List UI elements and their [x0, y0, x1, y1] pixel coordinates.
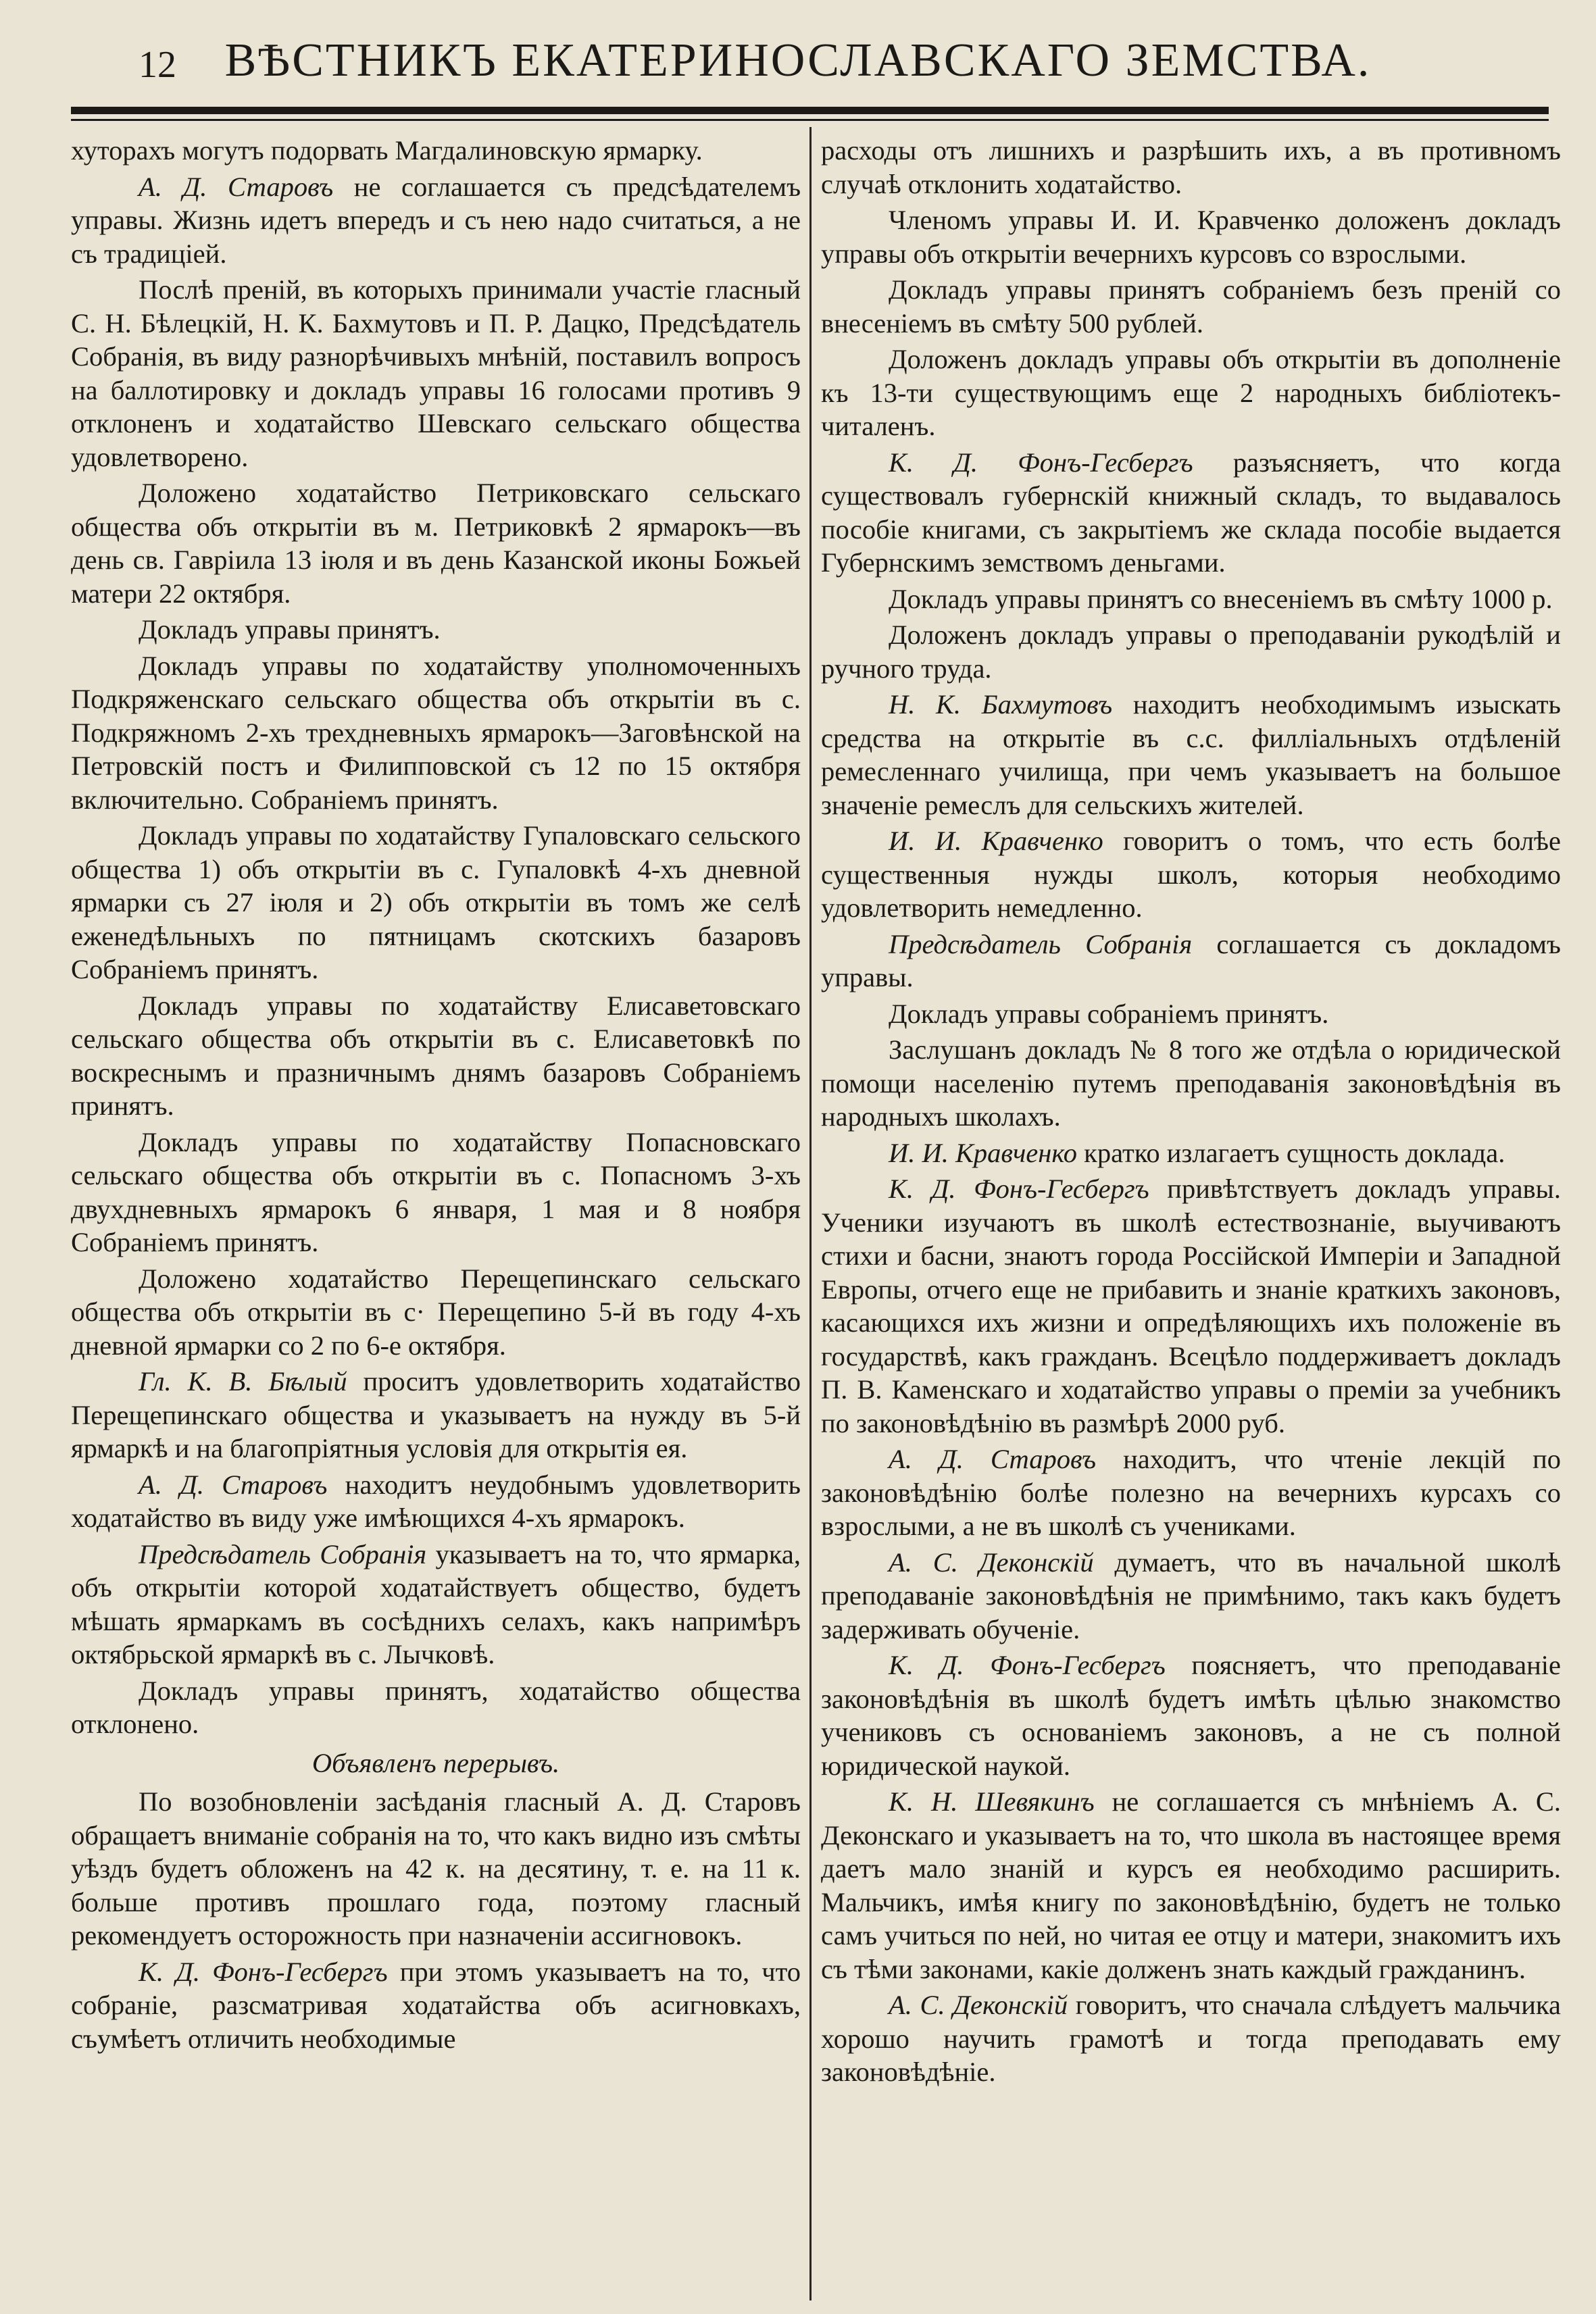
paragraph	[71, 613, 801, 647]
paragraph	[71, 819, 801, 986]
speaker-name: К. Д. Фонъ-Гесбергъ	[889, 1174, 1149, 1204]
paragraph	[71, 273, 801, 474]
paragraph	[821, 1172, 1561, 1440]
paragraph	[71, 1468, 801, 1535]
paragraph	[821, 343, 1561, 443]
paragraph-text: Доложено ходатайство Перещепинскаго сельскаго общества объ открытіи въ с· Перещепино 5-й въ году 4-хъ дневной ярмарки со 2 по 6-е октября.	[71, 1263, 801, 1361]
paragraph-text: Докладъ управы принятъ со внесеніемъ въ смѣту 1000 р.	[889, 583, 1553, 614]
header-rule-thin	[71, 119, 1549, 121]
speaker-name: И. И. Кравченко	[889, 826, 1103, 856]
paragraph-text: Докладъ управы принятъ собраніемъ безъ преній со внесеніемъ въ смѣту 500 рублей.	[821, 274, 1561, 338]
speaker-name: Предсѣдатель Собранія	[139, 1538, 427, 1569]
paragraph-text: Докладъ управы по ходатайству Елисаветовскаго сельскаго общества объ открытіи въ с. Елисаветовкѣ по воскреснымъ и празничнымъ днямъ базаровъ Собраніемъ принятъ.	[71, 990, 801, 1121]
speaker-name: А. Д. Старовъ	[889, 1444, 1097, 1474]
paragraph	[71, 1538, 801, 1671]
paragraph-text: хуторахъ могутъ подорвать Магдалиновскую ярмарку.	[71, 135, 703, 166]
paragraph	[821, 1988, 1561, 2089]
paragraph-text: Докладъ управы по ходатайству Гупаловскаго сельского общества 1) объ открытіи въ с. Гупаловкѣ 4-хъ дневной ярмарки съ 27 іюля и 2) объ открытіи въ томъ же селѣ еженедѣльныхъ по пятницамъ скотскихъ базаровъ Собраніемъ принятъ.	[71, 820, 801, 984]
paragraph	[71, 1955, 801, 2056]
paragraph	[71, 1126, 801, 1259]
paragraph-text: не соглашается съ предсѣдателемъ управы. Жизнь идетъ впередъ и съ нею надо считаться, а не съ традиціей.	[71, 171, 801, 269]
paragraph-text: поясняетъ, что преподаваніе законовѣдѣнія въ школѣ будетъ имѣть цѣлью знакомство учениковъ съ основаніемъ законовъ, а не съ полной юридической наукой.	[821, 1650, 1561, 1781]
paragraph-text: привѣтствуетъ докладъ управы. Ученики изучаютъ въ школѣ естествознаніе, выучиваютъ стихи и басни, знаютъ города Россійской Имперіи и Западной Европы, отчего еще не прибавить и знаніе краткихъ законовъ, касающихся ихъ жизни и опредѣляющихъ ихъ положеніе въ государствѣ, какъ гражданъ. Всецѣло поддерживаетъ докладъ П. В. Каменскаго и ходатайство управы о преміи за учебникъ по законовѣдѣнію въ размѣрѣ 2000 руб.	[821, 1174, 1561, 1438]
paragraph-text: соглашается съ докладомъ управы.	[821, 928, 1561, 992]
paragraph-text: Докладъ управы по ходатайству Попасновскаго сельскаго общества объ открытіи въ с. Попасномъ 3-хъ двухдневныхъ ярмарокъ 6 января, 1 мая и 8 ноября Собраніемъ принятъ.	[71, 1126, 801, 1257]
paragraph-text: говоритъ, что сначала слѣдуетъ мальчика хорошо научить грамотѣ и тогда преподавать ему законовѣдѣніе.	[821, 1990, 1561, 2087]
paragraph	[821, 1136, 1561, 1170]
speaker-name: А. Д. Старовъ	[139, 171, 334, 202]
paragraph-text: Доложенъ докладъ управы объ открытіи въ дополненіе къ 13-ти существующимъ еще 2 народныхъ библіотекъ-читаленъ.	[821, 344, 1561, 441]
paragraph	[821, 1785, 1561, 1986]
paragraph	[821, 1033, 1561, 1134]
paragraph	[821, 1546, 1561, 1646]
paragraph	[71, 476, 801, 610]
paragraph	[71, 1262, 801, 1363]
paragraph	[821, 824, 1561, 925]
paragraph-text: кратко излагаетъ сущность доклада.	[1077, 1137, 1505, 1168]
paragraph	[821, 928, 1561, 995]
paragraph-text: говоритъ о томъ, что есть болѣе существенныя нужды школъ, которыя необходимо удовлетворить немедленно.	[821, 826, 1561, 923]
paragraph	[71, 1365, 801, 1465]
paragraph	[821, 273, 1561, 340]
paragraph	[821, 582, 1561, 616]
journal-title: ВѢСТНИКЪ ЕКАТЕРИНОСЛАВСКАГО ЗЕМСТВА.	[224, 34, 1372, 86]
right-column	[821, 134, 1561, 2300]
paragraph	[71, 989, 801, 1123]
left-column	[71, 134, 801, 2300]
paragraph-text: разъясняетъ, что когда существовалъ губернскій книжный складъ, то выдавалось пособіе книгами, съ закрытіемъ же склада пособіе выдается Губернскимъ земствомъ деньгами.	[821, 447, 1561, 578]
speaker-name: Гл. К. В. Бѣлый	[139, 1366, 347, 1397]
paragraph	[821, 688, 1561, 822]
paragraph-text: расходы отъ лишнихъ и разрѣшить ихъ, а въ противномъ случаѣ отклонить ходатайство.	[821, 135, 1561, 199]
paragraph-text: Объявленъ перерывъ.	[311, 1747, 560, 1778]
speaker-name: К. Д. Фонъ-Гесбергъ	[889, 447, 1193, 478]
page-header	[74, 34, 1522, 95]
speaker-name: А. С. Деконскій	[889, 1990, 1068, 2020]
paragraph-text: Заслушанъ докладъ № 8 того же отдѣла о юридической помощи населенію путемъ преподаванія законовѣдѣнія въ народныхъ школахъ.	[821, 1034, 1561, 1132]
paragraph-text: Членомъ управы И. И. Кравченко доложенъ докладъ управы объ открытіи вечернихъ курсовъ со взрослыми.	[821, 205, 1561, 269]
paragraph-text: думаетъ, что въ начальной школѣ преподаваніе законовѣдѣнія не примѣнимо, такъ какъ будетъ задерживать обученіе.	[821, 1546, 1561, 1644]
paragraph	[821, 1649, 1561, 1782]
paragraph	[821, 134, 1561, 201]
paragraph-text: Доложено ходатайство Петриковскаго сельскаго общества объ открытіи въ м. Петриковкѣ 2 ярмарокъ—въ день св. Гавріила 13 іюля и въ день Казанской иконы Божьей матери 22 октября.	[71, 478, 801, 609]
paragraph-text: находитъ неудобнымъ удовлетворить ходатайство въ виду уже имѣющихся 4-хъ ярмарокъ.	[71, 1469, 801, 1533]
header-rule-thick	[71, 107, 1549, 114]
paragraph-text: проситъ удовлетворить ходатайство Перещепинскаго общества и указываетъ на нужду въ 5-й ярмаркѣ и на благопріятныя условія для открытія ея.	[71, 1366, 801, 1463]
column-divider	[809, 127, 812, 2300]
paragraph-text: Доложенъ докладъ управы о преподаваніи рукодѣлій и ручного труда.	[821, 620, 1561, 684]
paragraph	[821, 446, 1561, 580]
paragraph-text: По возобновленіи засѣданія гласный А. Д. Старовъ обращаетъ вниманіе собранія на то, что какъ видно изъ смѣты уѣздъ будетъ обложенъ на 42 к. на десятину, т. е. на 11 к. больше противъ прошлаго года, поэтому гласный рекомендуетъ осторожность при назначеніи ассигновокъ.	[71, 1786, 801, 1951]
paragraph	[71, 1785, 801, 1953]
speaker-name: К. Д. Фонъ-Гесбергъ	[139, 1956, 388, 1987]
paragraph-text: Послѣ преній, въ которыхъ принимали участіе гласный С. Н. Бѣлецкій, Н. К. Бахмутовъ и П. Р. Дацко, Предсѣдатель Собранія, въ виду разнорѣчивыхъ мнѣній, поставилъ вопросъ на баллотировку и докладъ управы 16 голосами противъ 9 отклоненъ и ходатайство Шевскаго сельскаго общества удовлетворено.	[71, 274, 801, 472]
speaker-name: Н. К. Бахмутовъ	[889, 689, 1113, 720]
paragraph	[71, 649, 801, 817]
section-note	[71, 1746, 801, 1780]
paragraph	[821, 997, 1561, 1031]
paragraph-text: находитъ, что чтеніе лекцій по законовѣдѣнію болѣе полезно на вечернихъ курсахъ со взрослыми, а не въ школѣ съ учениками.	[821, 1444, 1561, 1541]
speaker-name: К. Д. Фонъ-Гесбергъ	[889, 1650, 1166, 1680]
paragraph-text: не соглашается съ мнѣніемъ А. С. Деконскаго и указываетъ на то, что школа въ настоящее время даетъ мало знаній и курсъ ея необходимо расширить. Мальчикъ, имѣя книгу по законовѣдѣнію, будетъ не только самъ учиться по ней, но читая ее отцу и матери, знакомитъ ихъ съ тѣми законами, какіе долженъ знать каждый гражданинъ.	[821, 1786, 1561, 1984]
paragraph-text: при этомъ указываетъ на то, что собраніе, разсматривая ходатайства объ асигновкахъ, съумѣетъ отличить необходимые	[71, 1956, 801, 2054]
paragraph-text: Докладъ управы по ходатайству уполномоченныхъ Подкряженскаго сельскаго общества объ открытіи въ с. Подкряжномъ 2-хъ трехдневныхъ ярмарокъ—Заговѣнской на Петровскій постъ и Филипповской съ 12 по 15 октября включительно. Собраніемъ принятъ.	[71, 650, 801, 815]
paragraph-text: Докладъ управы принятъ.	[139, 614, 441, 645]
speaker-name: А. Д. Старовъ	[139, 1469, 328, 1500]
paragraph-text: находитъ необходимымъ изыскать средства на открытіе въ с.с. филліальныхъ отдѣленій ремесленнаго училища, при чемъ указываетъ на большое значеніе ремеслъ для сельскихъ жителей.	[821, 689, 1561, 820]
paragraph	[821, 1442, 1561, 1543]
paragraph-text: Докладъ управы собраніемъ принятъ.	[889, 998, 1329, 1029]
paragraph	[821, 618, 1561, 685]
page-number: 12	[139, 44, 176, 86]
speaker-name: Предсѣдатель Собранія	[889, 928, 1193, 959]
speaker-name: А. С. Деконскій	[889, 1546, 1094, 1578]
paragraph-text: Докладъ управы принятъ, ходатайство общества отклонено.	[71, 1675, 801, 1739]
paragraph	[71, 170, 801, 271]
paragraph-text: указываетъ на то, что ярмарка, объ открытіи которой ходатайствуетъ общество, будетъ мѣшать ярмаркамъ въ сосѣднихъ селахъ, какъ напримѣръ октябрьской ярмаркѣ въ с. Лычковѣ.	[71, 1538, 801, 1669]
paragraph	[821, 203, 1561, 270]
speaker-name: К. Н. Шевякинъ	[889, 1786, 1095, 1817]
speaker-name: И. И. Кравченко	[889, 1137, 1078, 1168]
paragraph	[71, 134, 801, 168]
paragraph	[71, 1674, 801, 1741]
